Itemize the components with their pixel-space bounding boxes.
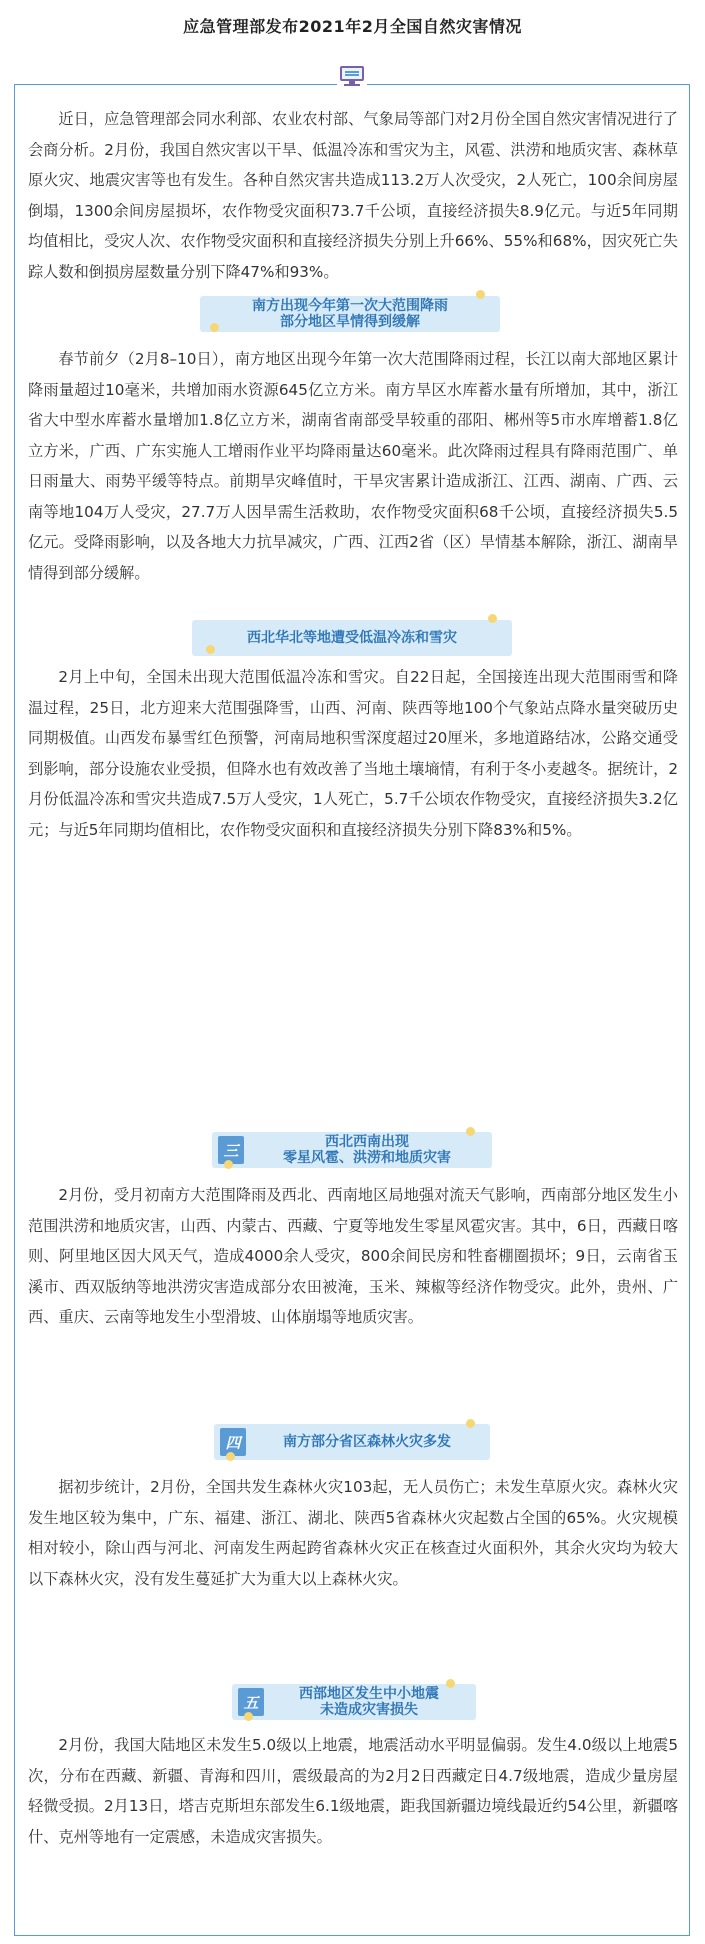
section-1-heading: 南方出现今年第一次大范围降雨 部分地区旱情得到缓解 <box>252 298 448 330</box>
decorative-dot <box>446 1679 455 1688</box>
monitor-icon <box>337 64 367 88</box>
intro-paragraph: 近日，应急管理部会同水利部、农业农村部、气象局等部门对2月份全国自然灾害情况进行了会商分析。2月份，我国自然灾害以干旱、低温冷冻和雪灾为主，风雹、洪涝和地质灾害、森林草原火灾、地震灾害等也有发生。各种自然灾害共造成113.2万人次受灾，2人死亡，100余间房屋倒塌，1300余间房屋损坏，农作物受灾面积73.7千公顷，直接经济损失8.9亿元。与近5年同期均值相比，受灾人次、农作物受灾面积和直接经济损失分别上升66%、55%和68%，因灾死亡失踪人数和倒损房屋数量分别下降47%和93%。 <box>28 110 678 281</box>
section-3-body: 2月份，受月初南方大范围降雨及西北、西南地区局地强对流天气影响，西南部分地区发生小范围洪涝和地质灾害，山西、内蒙古、西藏、宁夏等地发生零星风雹灾害。其中，6日，西藏日喀则、阿里地区因大风天气，造成4000余人受灾，800余间民房和牲畜棚圈损坏；9日，云南省玉溪市、西双版纳等地洪涝灾害造成部分农田被淹，玉米、辣椒等经济作物受灾。此外，贵州、广西、重庆、云南等地发生小型滑坡、山体崩塌等地质灾害。 <box>28 1186 678 1326</box>
section-4-number: 四 <box>220 1428 246 1456</box>
section-4-body: 据初步统计，2月份，全国共发生森林火灾103起，无人员伤亡；未发生草原火灾。森林火灾发生地区较为集中，广东、福建、浙江、湖北、陕西5省森林火灾起数占全国的65%。火灾规模相对较小，除山西与河北、河南发生两起跨省森林火灾正在核查过火面积外，其余火灾均为较大以下森林火灾，没有发生蔓延扩大为重大以上森林火灾。 <box>28 1478 678 1588</box>
page-title: 应急管理部发布2021年2月全国自然灾害情况 <box>183 17 522 36</box>
decorative-dot <box>226 1452 235 1461</box>
section-3-number: 三 <box>218 1136 244 1164</box>
decorative-dot <box>466 1127 475 1136</box>
section-3-heading: 西北西南出现 零星风雹、洪涝和地质灾害 <box>283 1134 451 1166</box>
decorative-dot <box>488 614 497 623</box>
decorative-dot <box>206 645 215 654</box>
section-2-body: 2月上中旬，全国未出现大范围低温冷冻和雪灾。自22日起，全国接连出现大范围雨雪和降温过程，25日，北方迎来大范围强降雪，山西、河南、陕西等地100个气象站点降水量突破历史同期极值。山西发布暴雪红色预警，河南局地积雪深度超过20厘米，多地道路结冰，公路交通受到影响，部分设施农业受损，但降水也有效改善了当地土壤墒情，有利于冬小麦越冬。据统计，2月份低温冷冻和雪灾共造成7.5万人受灾，1人死亡，5.7千公顷农作物受灾，直接经济损失3.2亿元；与近5年同期均值相比，农作物受灾面积和直接经济损失分别下降83%和5%。 <box>28 668 678 839</box>
decorative-dot <box>476 290 485 299</box>
section-5-body: 2月份，我国大陆地区未发生5.0级以上地震，地震活动水平明显偏弱。发生4.0级以上地震5次，分布在西藏、新疆、青海和四川，震级最高的为2月2日西藏定日4.7级地震，造成少量房屋轻微受损。2月13日，塔吉克斯坦东部发生6.1级地震，距我国新疆边境线最近约54公里，新疆喀什、克州等地有一定震感，未造成灾害损失。 <box>28 1736 678 1846</box>
decorative-dot <box>466 1419 475 1428</box>
section-5-header <box>232 1684 476 1720</box>
section-2-heading: 西北华北等地遭受低温冷冻和雪灾 <box>247 630 457 646</box>
decorative-dot <box>224 1160 233 1169</box>
section-5-heading: 西部地区发生中小地震 未造成灾害损失 <box>299 1686 439 1718</box>
decorative-dot <box>244 1712 253 1721</box>
section-1-body: 春节前夕（2月8–10日），南方地区出现今年第一次大范围降雨过程，长江以南大部地区累计降雨量超过10毫米，共增加雨水资源645亿立方米。南方旱区水库蓄水量有所增加，其中，浙江省大中型水库蓄水量增加1.8亿立方米，湖南省南部受旱较重的邵阳、郴州等5市水库增蓄1.8亿立方米，广西、广东实施人工增雨作业平均降雨量达60毫米。此次降雨过程具有降雨范围广、单日雨量大、雨势平缓等特点。前期旱灾峰值时，干旱灾害累计造成浙江、江西、湖南、广西、云南等地104万人受灾，27.7万人因旱需生活救助，农作物受灾面积68千公顷，直接经济损失5.5亿元。受降雨影响，以及各地大力抗旱减灾，广西、江西2省（区）旱情基本解除，浙江、湖南旱情得到部分缓解。 <box>28 350 678 582</box>
section-1-header <box>200 296 500 332</box>
section-5-number: 五 <box>238 1688 264 1716</box>
section-4-header <box>214 1424 490 1460</box>
section-2-header <box>192 620 512 656</box>
section-3-header <box>212 1132 492 1168</box>
decorative-dot <box>210 323 219 332</box>
section-4-heading: 南方部分省区森林火灾多发 <box>283 1434 451 1450</box>
